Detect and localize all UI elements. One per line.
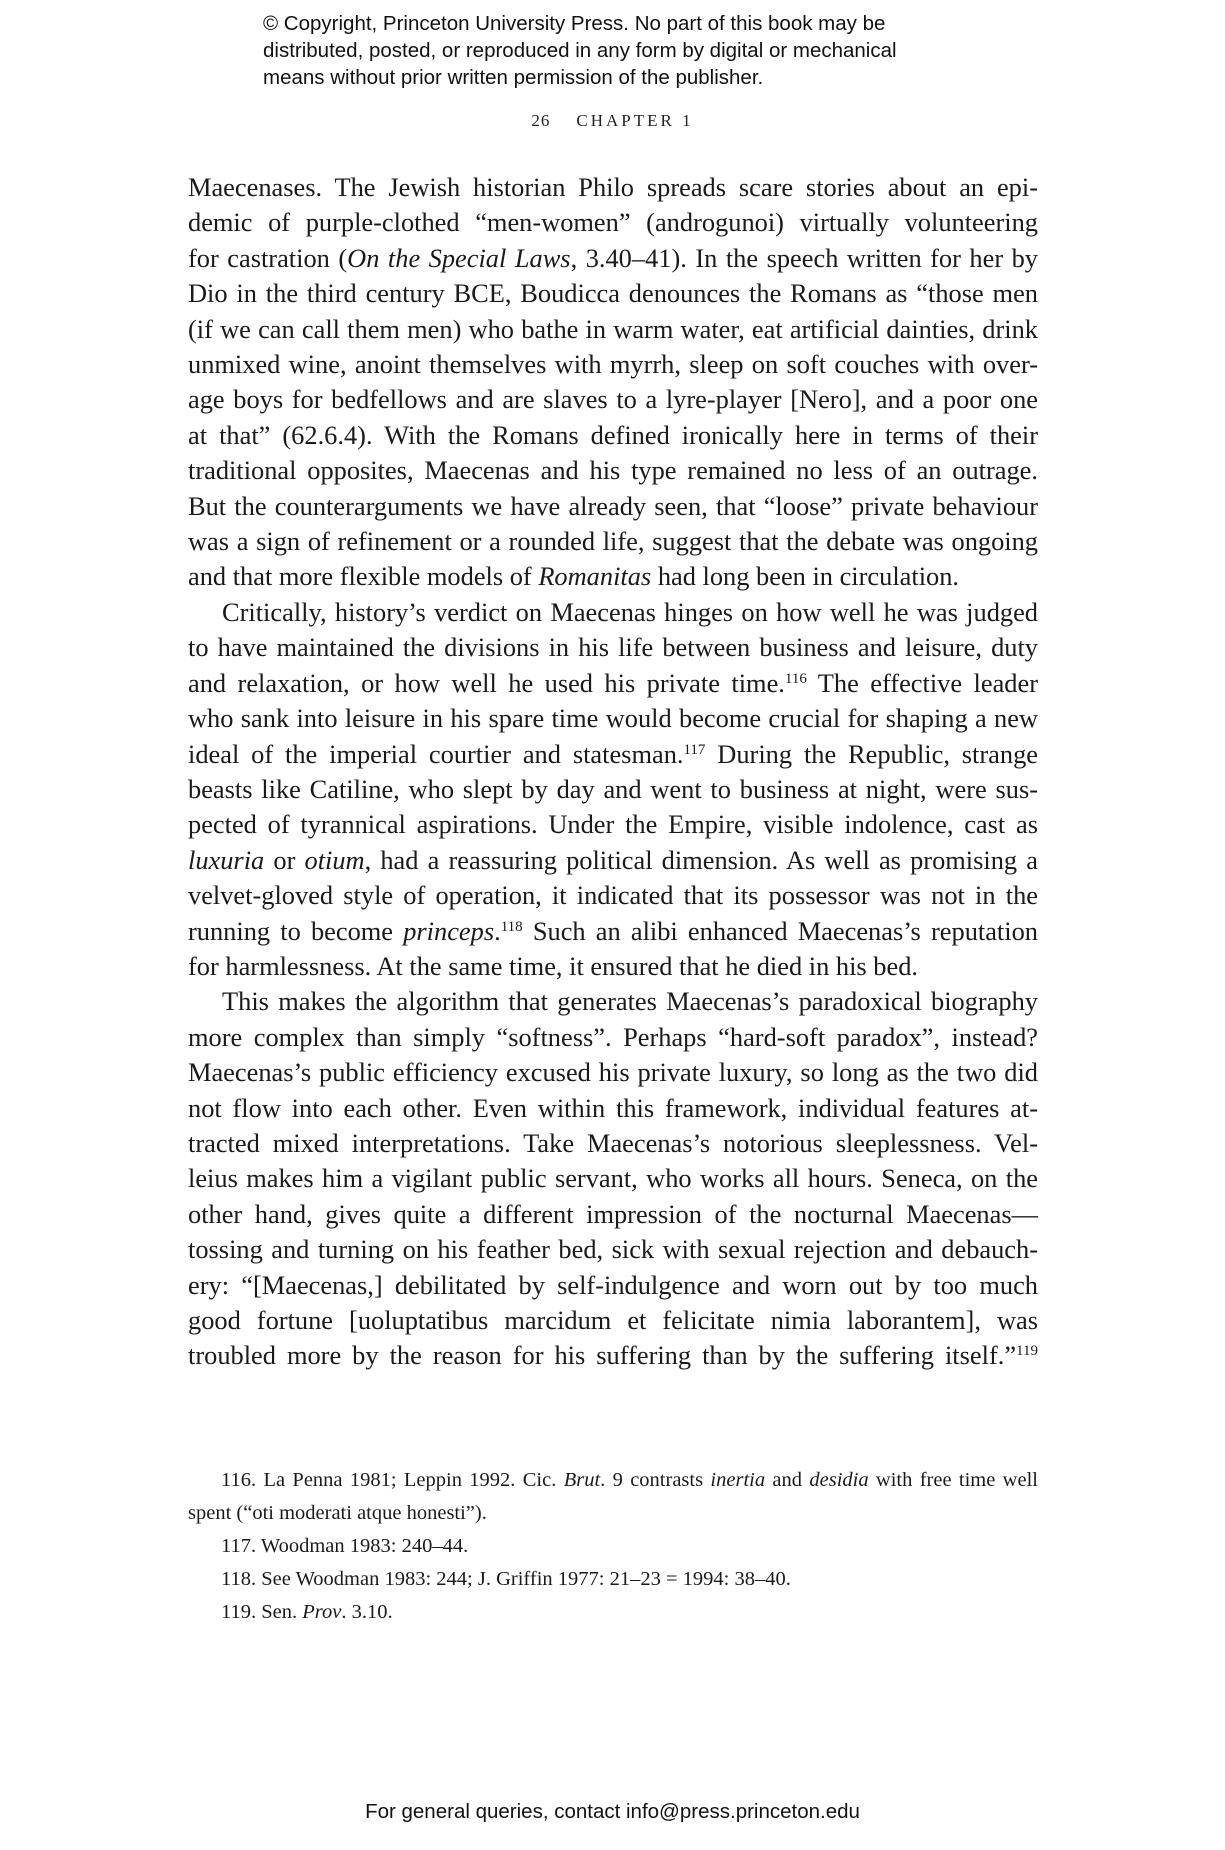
footnote-ref[interactable]: 118 xyxy=(500,918,523,935)
text-line: tracted mixed interpretations. Take Maecenas’s notorious sleeplessness. Vel- xyxy=(188,1127,1038,1158)
italic-term: Romanitas xyxy=(538,561,652,592)
text-line: leius makes him a vigilant public servant, who works all hours. Seneca, on the xyxy=(188,1163,1038,1194)
text-line xyxy=(188,843,1038,878)
text-span: with free time well xyxy=(868,1469,1038,1491)
text-line: other hand, gives quite a different impression of the nocturnal Maecenas— xyxy=(188,1198,1038,1229)
text-line: to have maintained the divisions in his life between business and leisure, duty xyxy=(188,632,1038,663)
text-span: ideal of the imperial courtier and statesman. xyxy=(188,738,684,769)
text-span: troubled more by the reason for his suffering than by the suffering itself.” xyxy=(188,1340,1017,1371)
text-span: 116. La Penna 1981; Leppin 1992. Cic. xyxy=(221,1469,564,1491)
running-head xyxy=(0,111,1225,131)
text-line: more complex than simply “softness”. Perhaps “hard-soft paradox”, instead? xyxy=(188,1021,1038,1052)
copyright-line: © Copyright, Princeton University Press. No part of this book may be xyxy=(263,12,886,35)
text-line: demic of purple-clothed “men-women” (androgunoi) virtually volunteering xyxy=(188,207,1038,238)
text-line xyxy=(188,666,1038,701)
text-line xyxy=(188,241,1038,276)
text-line: who sank into leisure in his spare time would become crucial for shaping a new xyxy=(188,703,1038,734)
footnote-119 xyxy=(188,1596,1038,1629)
text-line: not flow into each other. Even within this framework, individual features at- xyxy=(188,1092,1038,1123)
text-line xyxy=(188,914,1038,949)
copyright-notice xyxy=(263,10,1023,91)
text-span: had long been in circulation. xyxy=(651,561,960,592)
text-line: for harmlessness. At the same time, it ensured that he died in his bed. xyxy=(188,950,918,981)
text-span: The effective leader xyxy=(806,667,1038,698)
footnote-ref[interactable]: 117 xyxy=(683,741,706,758)
footnote-117: 117. Woodman 1983: 240–44. xyxy=(221,1535,469,1557)
text-line xyxy=(188,737,1038,772)
text-line: beasts like Catiline, who slept by day and went to business at night, were sus- xyxy=(188,773,1038,804)
text-span: . 3.10. xyxy=(341,1601,393,1623)
italic-title: On the Special Laws xyxy=(347,242,571,273)
text-line: unmixed wine, anoint themselves with myrrh, sleep on soft couches with over- xyxy=(188,349,1038,380)
text-line: Maecenases. The Jewish historian Philo spreads scare stories about an epi- xyxy=(188,172,1038,202)
text-span: and that more flexible models of xyxy=(188,561,539,592)
text-span: , 3.40–41). In the speech written for her by xyxy=(570,242,1039,273)
text-line: Critically, history’s verdict on Maecenas hinges on how well he was judged xyxy=(222,596,1038,627)
footnote-116 xyxy=(188,1464,1038,1497)
page-number: 26 xyxy=(531,111,551,130)
footnote-118: 118. See Woodman 1983: 244; J. Griffin 1977: 21–23 = 1994: 38–40. xyxy=(221,1568,791,1590)
text-line: Maecenas’s public efficiency excused his private luxury, so long as the two did xyxy=(188,1057,1038,1088)
italic-term: otium xyxy=(304,844,365,875)
text-line: traditional opposites, Maecenas and his type remained no less of an outrage. xyxy=(188,455,1038,486)
italic-term: luxuria xyxy=(188,844,265,875)
text-span: or xyxy=(264,844,305,875)
text-line: Dio in the third century BCE, Boudicca denounces the Romans as “those men xyxy=(188,278,1038,309)
footnotes xyxy=(188,1464,1038,1629)
footer-contact: For general queries, contact info@press.princeton.edu xyxy=(365,1800,860,1823)
text-span: 119. Sen. xyxy=(221,1601,303,1623)
text-line: pected of tyrannical aspirations. Under the Empire, visible indolence, cast as xyxy=(188,809,1038,840)
text-line: But the counterarguments we have already seen, that “loose” private behaviour xyxy=(188,490,1038,521)
text-span: Such an alibi enhanced Maecenas’s reputation xyxy=(522,915,1038,946)
italic-term: Brut xyxy=(563,1469,601,1491)
text-span: , had a reassuring political dimension. As well as promising a xyxy=(364,844,1038,875)
text-line: at that” (62.6.4). With the Romans defined ironically here in terms of their xyxy=(188,419,1038,450)
copyright-line: means without prior written permission of the publisher. xyxy=(263,66,764,89)
footnote-ref[interactable]: 119 xyxy=(1016,1343,1038,1360)
text-line: tossing and turning on his feather bed, sick with sexual rejection and debauch- xyxy=(188,1234,1038,1265)
footnote-ref[interactable]: 116 xyxy=(784,670,807,687)
body-text xyxy=(188,170,1038,1374)
italic-term: desidia xyxy=(809,1469,869,1491)
text-line xyxy=(188,559,1038,594)
italic-term: Prov xyxy=(302,1601,342,1623)
text-span: and relaxation, or how well he used his private time. xyxy=(188,667,785,698)
text-span: for castration ( xyxy=(188,242,348,273)
text-line: (if we can call them men) who bathe in warm water, eat artificial dainties, drink xyxy=(188,313,1038,344)
copyright-line: distributed, posted, or reproduced in any form by digital or mechanical xyxy=(263,39,897,62)
text-span: . xyxy=(494,915,501,946)
italic-term: princeps xyxy=(403,915,495,946)
text-span: running to become xyxy=(188,915,404,946)
text-span: During the Republic, strange xyxy=(705,738,1039,769)
italic-term: inertia xyxy=(710,1469,766,1491)
text-span: . 9 contrasts xyxy=(600,1469,711,1491)
text-line: velvet-gloved style of operation, it indicated that its possessor was not in the xyxy=(188,880,1038,911)
text-line: age boys for bedfellows and are slaves to a lyre-player [Nero], and a poor one xyxy=(188,384,1038,415)
text-line: was a sign of refinement or a rounded life, suggest that the debate was ongoing xyxy=(188,526,1038,557)
text-line xyxy=(188,1338,1038,1373)
footnote-116-cont: spent (“oti moderati atque honesti”). xyxy=(188,1502,487,1524)
chapter-label: CHAPTER 1 xyxy=(576,111,694,130)
text-span: and xyxy=(765,1469,810,1491)
text-line: good fortune [uoluptatibus marcidum et felicitate nimia laborantem], was xyxy=(188,1305,1038,1335)
text-line: ery: “[Maecenas,] debilitated by self-indulgence and worn out by too much xyxy=(188,1269,1038,1300)
text-line: This makes the algorithm that generates Maecenas’s paradoxical biography xyxy=(222,986,1038,1017)
